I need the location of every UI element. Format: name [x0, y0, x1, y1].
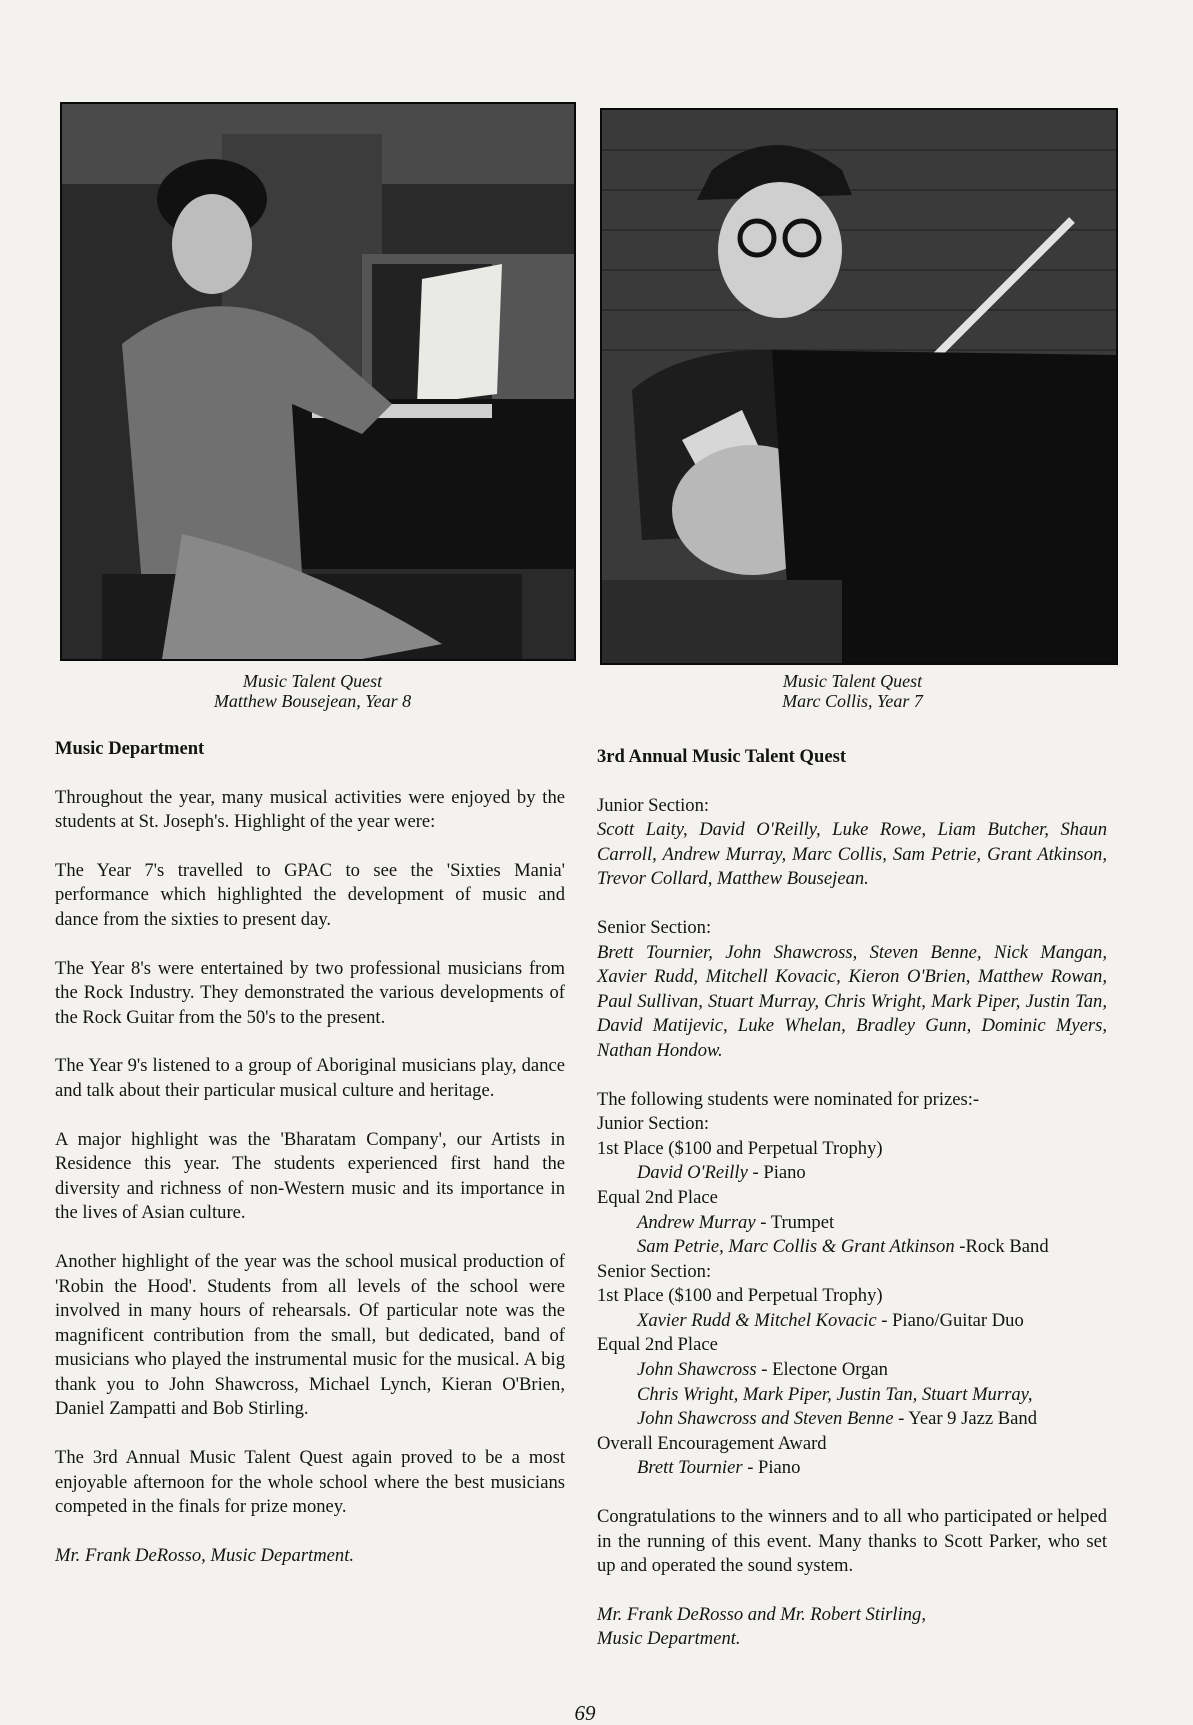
caption-left-line2: Matthew Bousejean, Year 8: [213, 691, 412, 711]
music-department-column: [55, 737, 565, 1568]
prize-senior-second-label: Equal 2nd Place: [597, 1334, 718, 1356]
paragraph-bharatam: A major highlight was the 'Bharatam Company', our Artists in Residence this year. The students experienced first hand the diversity and richness of non-Western music and its importance in the lives of Asian culture.: [55, 1128, 565, 1224]
caption-left-line1: Music Talent Quest: [242, 671, 383, 691]
paragraph-intro: Throughout the year, many musical activities were enjoyed by the students at St. Joseph's. Highlight of the year were:: [55, 786, 565, 833]
junior-section-label: Junior Section:: [597, 794, 710, 816]
prize-junior-first-label: 1st Place ($100 and Perpetual Trophy): [597, 1137, 883, 1159]
paragraph-talent-quest: The 3rd Annual Music Talent Quest again proved to be a most enjoyable afternoon for the whole school where the best musicians competed in the finals for prize money.: [55, 1447, 565, 1518]
prize-senior-first-winner: Xavier Rudd & Mitchel Kovacic - Piano/Guitar Duo: [637, 1309, 1024, 1331]
page-number: 69: [574, 1701, 596, 1725]
caption-right-line2: Marc Collis, Year 7: [782, 691, 923, 711]
prize-senior-second-winner-2-line2: John Shawcross and Steven Benne - Year 9 Jazz Band: [637, 1408, 1038, 1430]
prize-senior-label: Senior Section:: [597, 1260, 712, 1282]
paragraph-year8: The Year 8's were entertained by two professional musicians from the Rock Industry. They demonstrated the various developments of the Rock Guitar from the 50's to the present.: [55, 957, 565, 1028]
prizes-intro: The following students were nominated for prizes:-: [597, 1088, 980, 1110]
prize-junior-first-winner: David O'Reilly - Piano: [637, 1162, 806, 1184]
right-signature-line2: Music Department.: [597, 1628, 741, 1650]
prize-encouragement-label: Overall Encouragement Award: [597, 1432, 827, 1454]
music-department-heading: Music Department: [55, 738, 205, 759]
photo-guitarist-image: [602, 110, 1116, 663]
prize-junior-second-winner-2: Sam Petrie, Marc Collis & Grant Atkinson -Rock Band: [637, 1236, 1049, 1258]
caption-right-line1: Music Talent Quest: [782, 671, 923, 691]
left-signature: Mr. Frank DeRosso, Music Department.: [55, 1544, 355, 1566]
junior-finalists: Scott Laity, David O'Reilly, Luke Rowe, Liam Butcher, Shaun Carroll, Andrew Murray, Marc Collis, Sam Petrie, Grant Atkinson, Trevor Collard, Matthew Bousejean.: [597, 819, 1107, 890]
photo-guitarist: [600, 108, 1118, 665]
senior-finalists: Brett Tournier, John Shawcross, Steven Benne, Nick Mangan, Xavier Rudd, Mitchell Kovacic, Kieron O'Brien, Matthew Rowan, Paul Sullivan, Stuart Murray, Chris Wright, Mark Piper, Justin Tan, David Matijevic, Luke Whelan, Bradley Gunn, Dominic Myers, Nathan Hondow.: [597, 941, 1107, 1061]
prize-senior-first-label: 1st Place ($100 and Perpetual Trophy): [597, 1285, 883, 1307]
talent-quest-column: [597, 745, 1107, 1652]
prize-senior-second-winner-2-line1: Chris Wright, Mark Piper, Justin Tan, Stuart Murray,: [637, 1383, 1033, 1405]
talent-quest-heading: 3rd Annual Music Talent Quest: [597, 746, 847, 767]
photo-pianist-image: [62, 104, 574, 659]
prize-junior-second-winner-1: Andrew Murray - Trumpet: [637, 1211, 835, 1233]
prize-junior-label: Junior Section:: [597, 1113, 710, 1135]
senior-section-label: Senior Section:: [597, 916, 712, 938]
prize-senior-second-winner-1: John Shawcross - Electone Organ: [637, 1359, 888, 1381]
photo-pianist: [60, 102, 576, 661]
caption-right: [680, 671, 1025, 711]
prize-list: [597, 1088, 1107, 1482]
paragraph-year7: The Year 7's travelled to GPAC to see the 'Sixties Mania' performance which highlighted the development of music and dance from the sixties to present day.: [55, 859, 565, 930]
paragraph-musical: Another highlight of the year was the school musical production of 'Robin the Hood'. Students from all levels of the school were involved in many hours of rehearsals. Of particular note was the magnificent contribution from the small, but dedicated, band of musicians who played the instrumental music for the musical. A big thank you to John Shawcross, Michael Lynch, Kieran O'Brien, Daniel Zampatti and Bob Stirling.: [55, 1250, 565, 1420]
prize-junior-second-label: Equal 2nd Place: [597, 1186, 718, 1208]
paragraph-year9: The Year 9's listened to a group of Aboriginal musicians play, dance and talk about their particular musical culture and heritage.: [55, 1055, 565, 1101]
closing-paragraph: Congratulations to the winners and to all who participated or helped in the running of this event. Many thanks to Scott Parker, who set up and operated the sound system.: [597, 1506, 1107, 1577]
caption-left: [140, 671, 485, 711]
right-signature-line1: Mr. Frank DeRosso and Mr. Robert Stirling,: [597, 1603, 926, 1625]
prize-encouragement-winner: Brett Tournier - Piano: [637, 1457, 801, 1479]
